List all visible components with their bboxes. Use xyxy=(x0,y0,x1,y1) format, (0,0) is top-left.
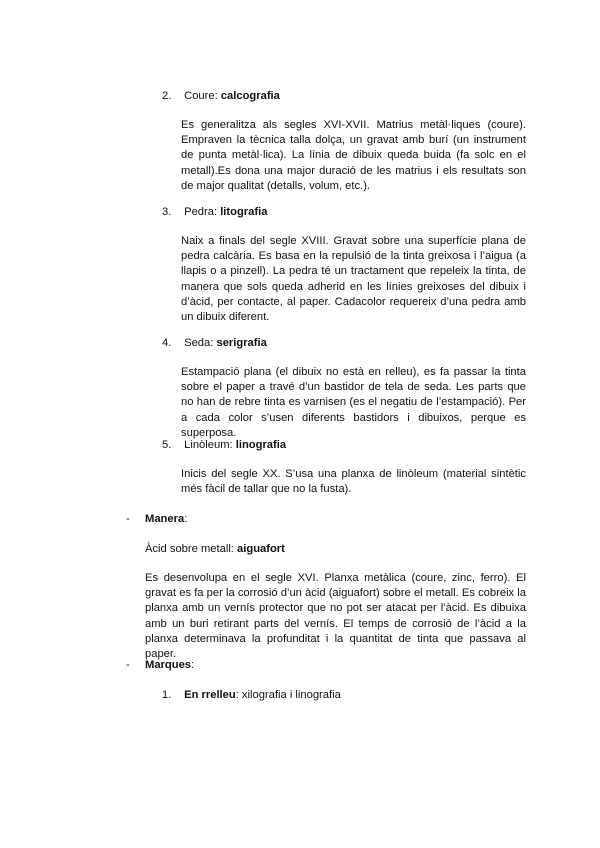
paragraph-aiguafort: Es desenvolupa en el segle XVI. Planxa metàlica (coure, zinc, ferro). El gravat es fa per la corrosió d’un àcid (aiguafort) sobre el metall. Es cobreix la planxa amb un vernís protector que no pot ser atacat per l’àcid. Es dibuixa amb un buri retirant parts del vernís. El temps de corrosió de l’àcid a la planxa determinava la profunditat i la quantitat de tinta que passava al paper. xyxy=(145,572,526,661)
paragraph-linoleum: Inicis del segle XX. S’usa una planxa de linòleum (material sintètic més fàcil de tallar que no la fusta). xyxy=(181,468,526,496)
section-colon: : xyxy=(191,659,195,671)
sub-term: aiguafort xyxy=(237,543,285,555)
list-item-seda xyxy=(162,336,267,351)
section-label: Manera xyxy=(145,513,185,525)
item-name: Seda: xyxy=(184,337,214,349)
manera-subheading xyxy=(145,542,285,557)
dash-marker: - xyxy=(126,513,130,525)
paragraph-pedra: Naix a finals del segle XVIII. Gravat sobre una superfície plana de pedra calcària. Es basa en la repulsió de la tinta greixosa i l’aigua (a llapis o a pinzell). La pedra té un tractament que repeleix la tinta, de manera que sols queda adherid en les línies greixoses del dibuix i d’àcid, per contacte, al paper. Cadacolor requereix d’una pedra amb un dibuix diferent. xyxy=(181,235,526,324)
item-term: calcografia xyxy=(220,90,280,102)
item-name: Linòleum: xyxy=(184,439,233,451)
list-number: 4. xyxy=(162,337,172,349)
item-text: : xilografia i linografia xyxy=(235,689,341,701)
item-term: En rrelleu xyxy=(184,689,236,701)
list-item-linoleum xyxy=(162,438,286,453)
section-manera-heading xyxy=(145,512,187,527)
list-item-coure xyxy=(162,89,280,104)
section-marques-heading xyxy=(145,658,194,673)
item-term: serigrafia xyxy=(216,337,267,349)
list-number: 5. xyxy=(162,439,172,451)
item-term: linografia xyxy=(235,439,287,451)
section-colon: : xyxy=(184,513,188,525)
dash-marker: - xyxy=(126,659,130,671)
item-term: litografia xyxy=(220,206,268,218)
list-number: 3. xyxy=(162,206,172,218)
paragraph-coure: Es generalitza als segles XVI-XVII. Matrius metàl·liques (coure). Empraven la tècnica talla dolça, un gravat amb burí (un instrument de punta metàl·lica). La línia de dibuix queda buida (fa solc en el metall).Es dona una major duració de les matrius i els resultats son de major qualitat (detalls, volum, etc.). xyxy=(181,119,526,192)
list-number: 1. xyxy=(162,689,172,701)
list-item-pedra xyxy=(162,205,267,220)
bullet-manera xyxy=(126,512,130,527)
list-number: 2. xyxy=(162,90,172,102)
item-name: Pedra: xyxy=(184,206,218,218)
sub-prefix: Àcid sobre metall: xyxy=(145,543,234,555)
section-label: Marques xyxy=(145,659,192,671)
item-name: Coure: xyxy=(184,90,218,102)
list-item-en-relleu xyxy=(162,688,341,703)
paragraph-seda: Estampació plana (el dibuix no està en relleu), es fa passar la tinta sobre el paper a travé d’un bastidor de tela de seda. Les parts que no han de rebre tinta es varnisen (es el negatiu de l’estampació). Per a cada color s’usen diferents bastidors i dibuixos, perque es superposa. xyxy=(181,366,526,439)
bullet-marques xyxy=(126,658,130,673)
